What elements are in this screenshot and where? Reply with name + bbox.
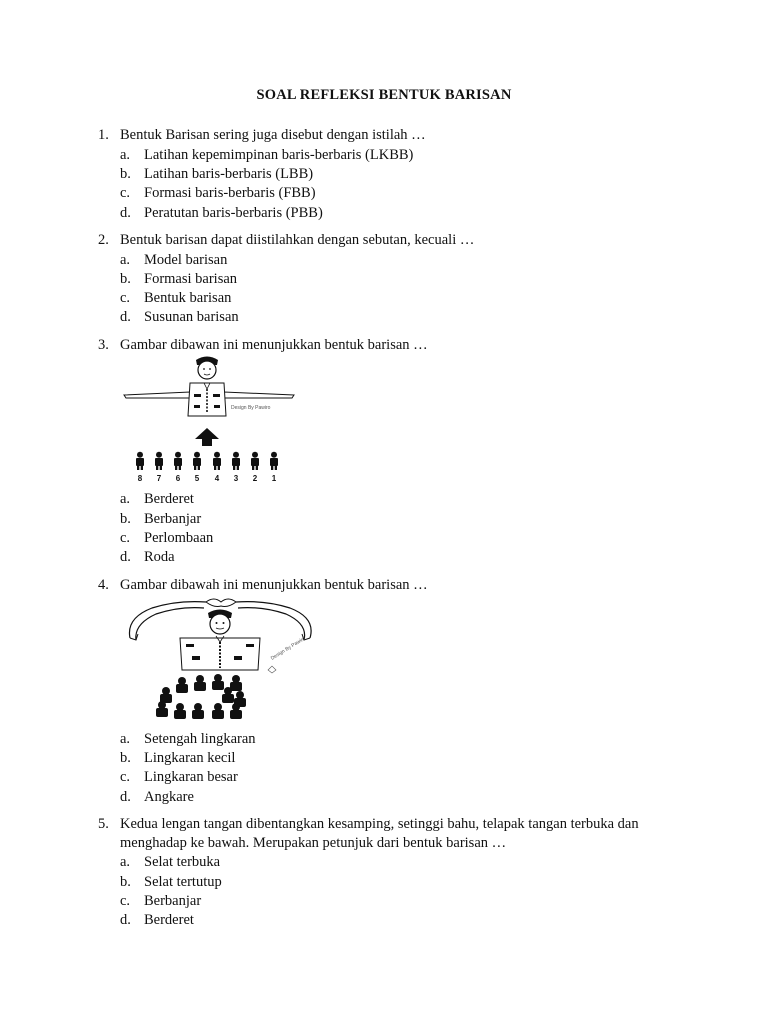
question-number: 2.: [98, 232, 109, 248]
arrow-up-icon: [195, 428, 219, 446]
document-title: SOAL REFLEKSI BENTUK BARISAN: [256, 87, 512, 103]
question-stem: Gambar dibawan ini menunjukkan bentuk barisan …: [120, 337, 428, 353]
question-number: 1.: [98, 127, 109, 143]
svg-text:4: 4: [214, 474, 220, 483]
leader-figure: [124, 357, 294, 417]
svg-text:8: 8: [137, 474, 143, 483]
svg-text:5: 5: [194, 474, 200, 483]
svg-text:2: 2: [252, 474, 258, 483]
question-stem: Gambar dibawah ini menunjukkan bentuk barisan …: [120, 577, 428, 593]
figure-berbanjar-formation: [120, 354, 300, 486]
figure-watermark: Design By Pawiro: [269, 635, 307, 662]
svg-text:6: 6: [175, 474, 181, 483]
svg-text:3: 3: [233, 474, 239, 483]
member-numbers: [138, 474, 277, 483]
members-row: [136, 452, 278, 470]
question-stem: Bentuk barisan dapat diistilahkan dengan sebutan, kecuali …: [120, 232, 475, 248]
svg-text:7: 7: [156, 474, 162, 483]
leader-figure: [129, 599, 311, 673]
question-5: [98, 815, 698, 855]
question-number: 4.: [98, 577, 109, 593]
figure-watermark: Design By Pawiro: [231, 405, 271, 411]
question-stem: Kedua lengan tangan dibentangkan kesamping, setinggi bahu, telapak tangan terbuka dan menghadap ke bawah. Merupakan petunjuk dari bentuk barisan …: [120, 816, 639, 851]
question-stem: Bentuk Barisan sering juga disebut dengan istilah …: [120, 127, 426, 143]
question-number: 5.: [98, 816, 109, 832]
members-circle: [156, 674, 246, 719]
svg-text:1: 1: [271, 474, 277, 483]
question-number: 3.: [98, 337, 109, 353]
figure-lingkaran-formation: [122, 594, 322, 726]
document-page: SOAL REFLEKSI BENTUK BARISAN 1. Bentuk Barisan sering juga disebut dengan istilah … a. Latihan kepemimpinan baris-berbaris (LKBB) b. Latihan baris-berbaris (LBB) c. Formasi baris-berbaris (FBB) d. Peratutan baris-berbaris (PBB) 2. Bentuk barisan dapat diistilahkan dengan sebutan, kecuali … a. Model barisan b. Formasi barisan c. Bentuk barisan d. Susunan barisan 3. Gambar dibawan ini menunjukkan bentuk barisan … Design By Pawiro 8 7 6 5 4 3 2 1 a. Berderet b. Berbanjar c. Perlombaan d. Roda 4. Gambar dibawah ini menunjukkan bentuk barisan … Design By Pawiro a. Setengah lingkaran b. Lingkaran kecil c. Lingkaran besar d. Angkare 5. Kedua lengan tangan dibentangkan kesamping, setinggi bahu, telapak tangan terbuka dan menghadap ke bawah. Merupakan petunjuk dari bentuk barisan … a. Selat terbuka b. Selat tertutup c. Berbanjar d. Berderet: [0, 0, 768, 1024]
